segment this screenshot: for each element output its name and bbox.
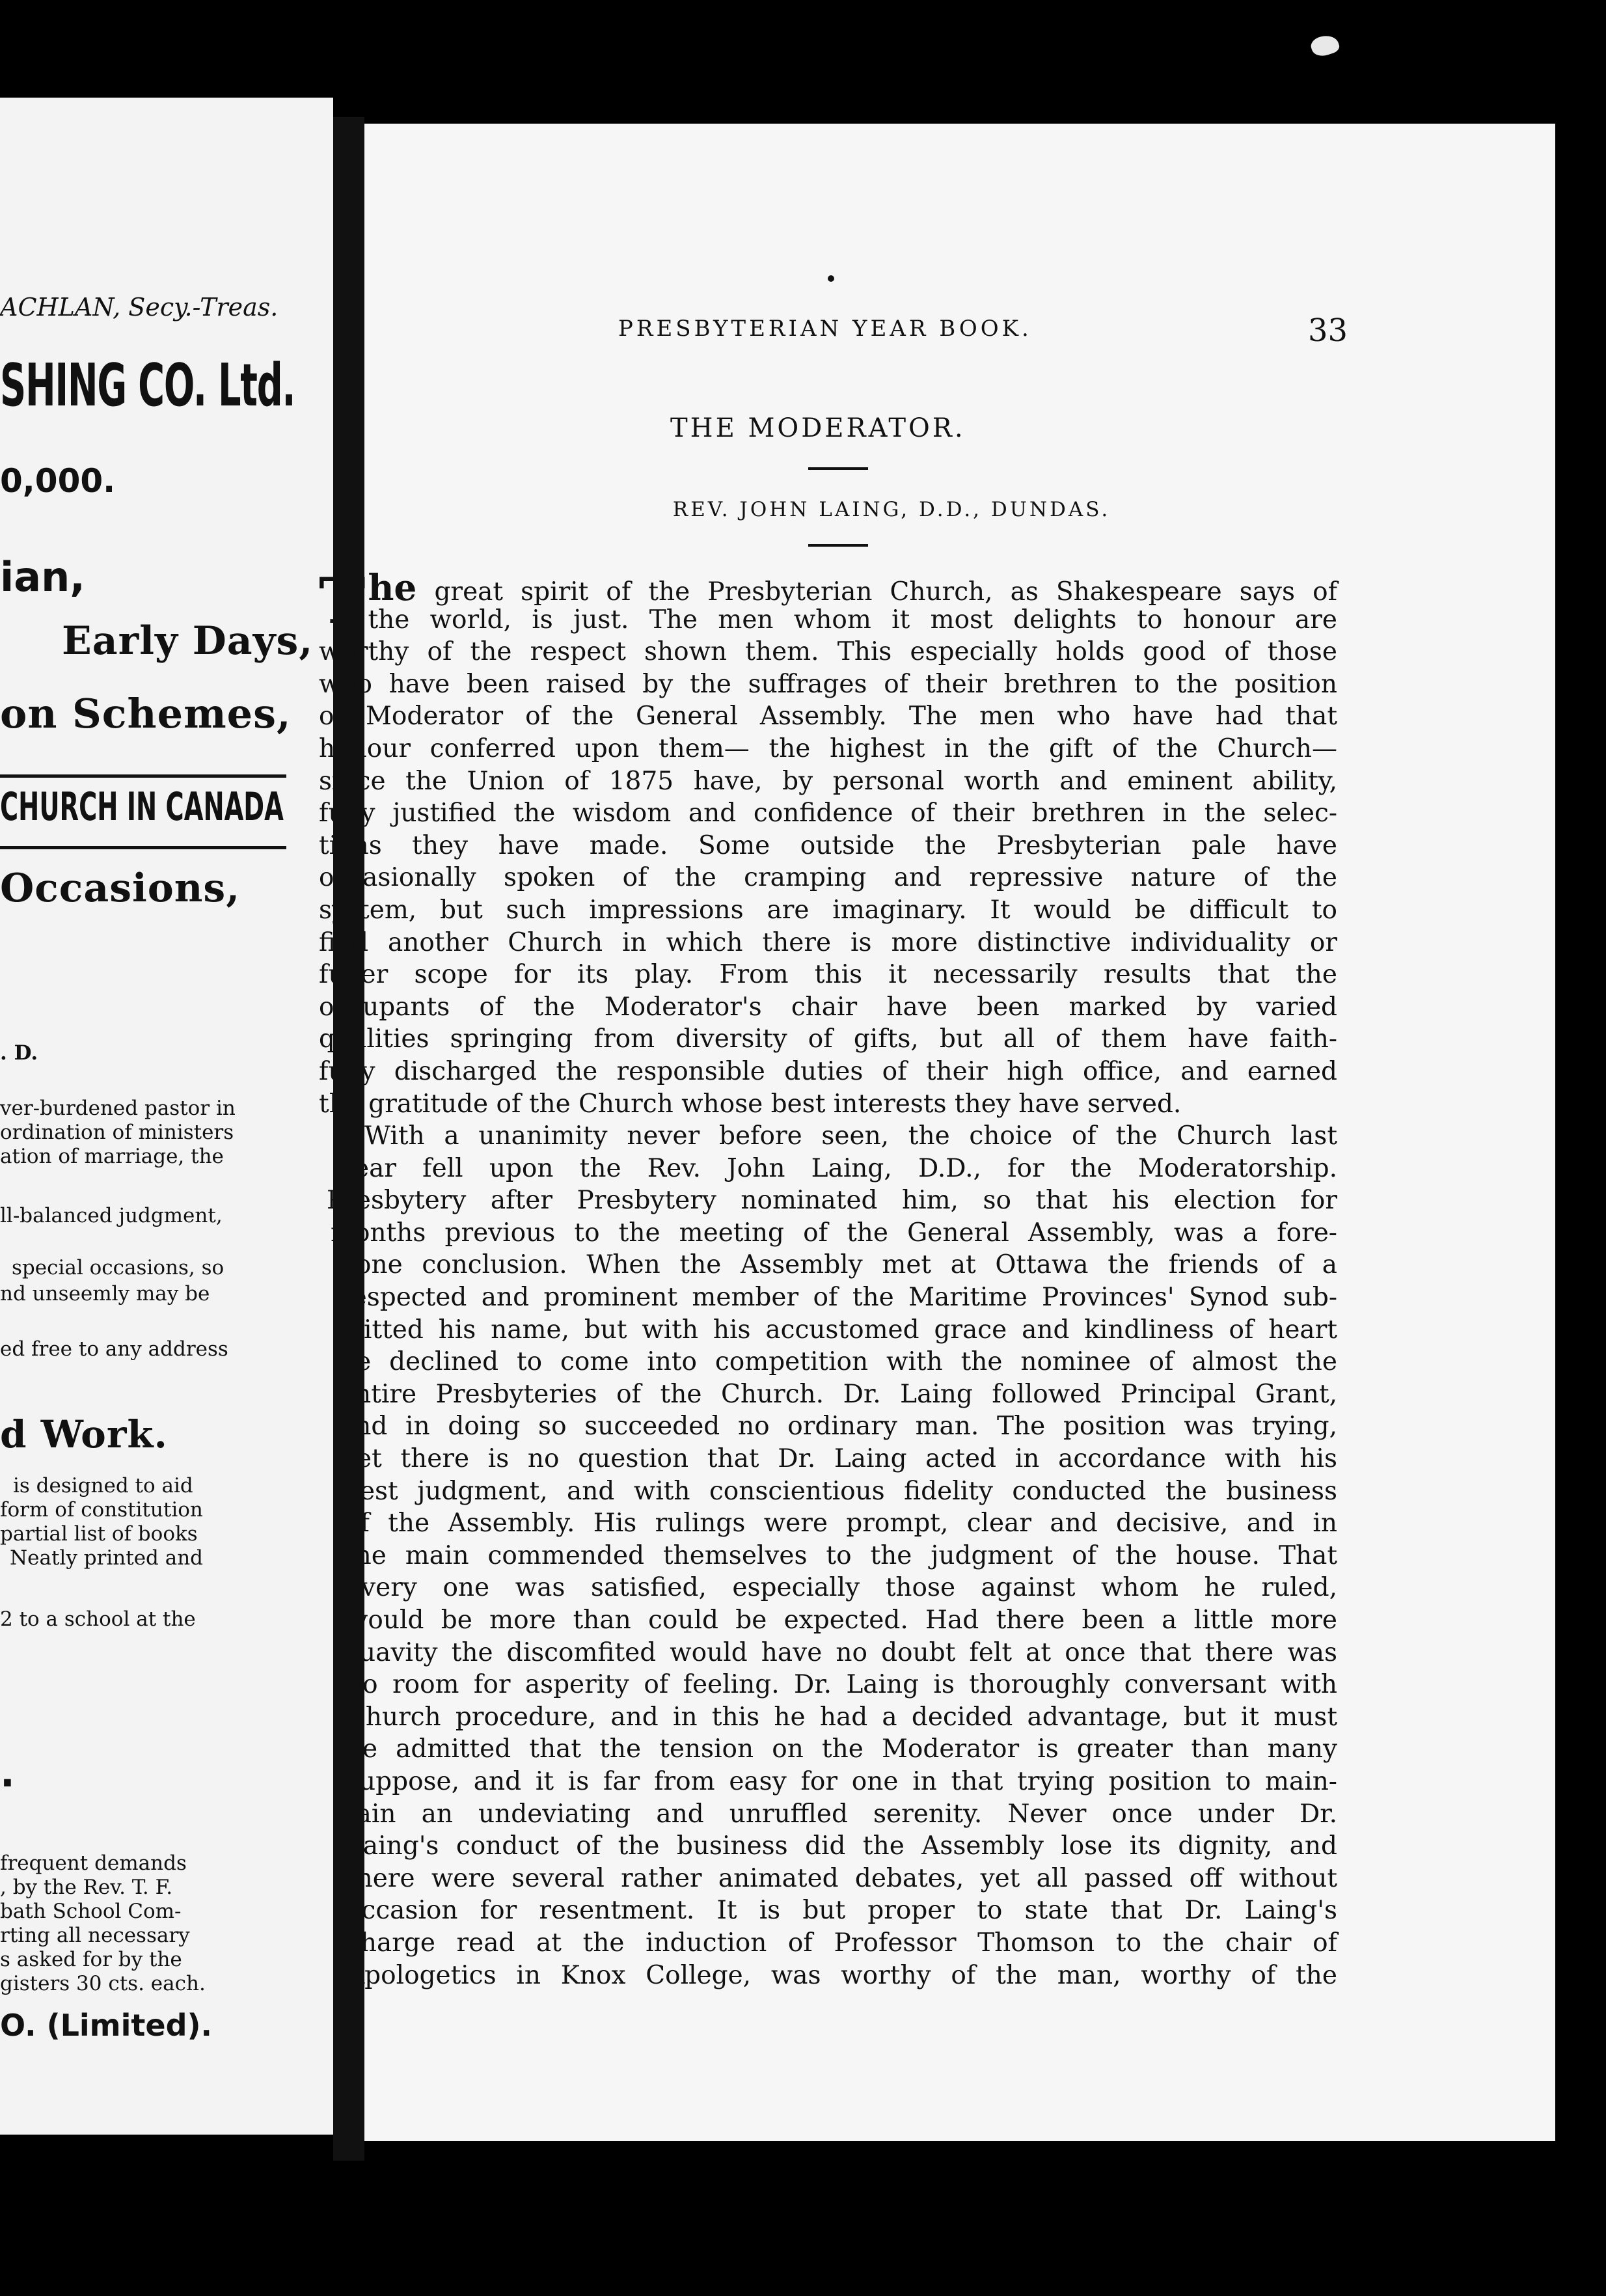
ad-text: rting all necessary: [0, 1924, 190, 1947]
ad-text: gisters 30 cts. each.: [0, 1972, 206, 1995]
text-line: be admitted that the tension on the Moderator is greater than many: [346, 1734, 1337, 1764]
divider: [0, 774, 286, 778]
ad-footer: O. (Limited).: [0, 2008, 212, 2043]
ad-text: . D.: [0, 1041, 38, 1065]
text-line: qualities springing from diversity of gifts, but all of them have faith-: [319, 1024, 1337, 1054]
text-line: entire Presbyteries of the Church. Dr. Laing followed Principal Grant,: [340, 1379, 1337, 1409]
title-rule: [808, 467, 868, 470]
text-line: the gratitude of the Church whose best interests they have served.: [319, 1089, 1182, 1119]
text-line: no room for asperity of feeling. Dr. Laing is thoroughly conversant with: [346, 1670, 1337, 1700]
facing-page: [0, 98, 333, 2135]
text-line: suavity the discomfited would have no doubt felt at once that there was: [346, 1637, 1337, 1667]
text-line: occasionally spoken of the cramping and repressive nature of the: [319, 863, 1337, 893]
text-line: who have been raised by the suffrages of their brethren to the position: [319, 669, 1337, 699]
text-line: the main commended themselves to the judgment of the house. That: [345, 1540, 1337, 1570]
ad-heading: CHURCH IN CANADA: [0, 784, 284, 830]
text-line: he great spirit of the Presbyterian Church, as Shakespeare says of: [368, 566, 1338, 608]
text-line: he declined to come into competition with the nominee of almost the: [340, 1347, 1337, 1377]
ad-text: is designed to aid: [13, 1474, 193, 1497]
article-body: [319, 564, 1338, 1991]
ad-text: ed free to any address: [0, 1337, 228, 1361]
ad-heading: on Schemes,: [0, 690, 292, 737]
text-line: find another Church in which there is more distinctive individuality or: [319, 927, 1337, 957]
running-head: PRESBYTERIAN YEAR BOOK.: [618, 316, 1032, 342]
text-line: there were several rather animated debates, yet all passed off without: [346, 1863, 1337, 1893]
text-line: and in doing so succeeded no ordinary man. The position was trying,: [340, 1412, 1337, 1442]
ad-text: ll-balanced judgment,: [0, 1204, 223, 1227]
text-line: With a unanimity never before seen, the choice of the Church last: [364, 1121, 1337, 1151]
byline-rule: [808, 544, 868, 547]
ad-text: special occasions, so: [12, 1256, 225, 1279]
ad-heading: Occasions,: [0, 866, 241, 911]
ink-dot: [828, 275, 834, 282]
article-byline: REV. JOHN LAING, D.D., DUNDAS.: [672, 498, 1111, 521]
text-line: of the Assembly. His rulings were prompt, clear and decisive, and in: [345, 1509, 1337, 1538]
text-line: gone conclusion. When the Assembly met at Ottawa the friends of a: [340, 1250, 1337, 1280]
ad-text: partial list of books: [0, 1522, 198, 1546]
ad-heading: d Work.: [0, 1412, 168, 1456]
text-line: Apologetics in Knox College, was worthy of the man, worthy of the: [346, 1960, 1337, 1990]
drop-cap: T: [319, 564, 366, 638]
text-line: worthy of the respect shown them. This especially holds good of those: [319, 637, 1337, 667]
ad-text: bath School Com-: [0, 1900, 182, 1923]
ad-text: ation of marriage, the: [0, 1145, 224, 1168]
scan-mark: [1309, 32, 1341, 59]
text-line: honour conferred upon them— the highest in the gift of the Church—: [319, 733, 1337, 763]
text-line: months previous to the meeting of the General Assembly, was a fore-: [331, 1218, 1337, 1248]
text-line: Presbytery after Presbytery nominated him, so that his election for: [327, 1186, 1337, 1216]
divider: [0, 846, 286, 849]
text-line: tions they have made. Some outside the Presbyterian pale have: [319, 830, 1337, 860]
secretary-line: ACHLAN, Secy.-Treas.: [0, 293, 279, 321]
ad-heading: ian,: [0, 553, 85, 601]
capital-amount: 0,000.: [0, 462, 116, 500]
text-line: fuller scope for its play. From this it necessarily results that the: [319, 960, 1337, 990]
text-line: Church procedure, and in this he had a decided advantage, but it must: [346, 1702, 1337, 1732]
lead-word: he: [368, 566, 417, 608]
text-line: tain an undeviating and unruffled serenity. Never once under Dr.: [346, 1799, 1337, 1829]
text-line: fully justified the wisdom and confidence of their brethren in the selec-: [319, 799, 1337, 828]
text-line: best judgment, and with conscientious fidelity conducted the business: [344, 1476, 1337, 1506]
text-line: Laing's conduct of the business did the Assembly lose its dignity, and: [346, 1831, 1337, 1861]
publisher-name: SHING CO. Ltd.: [0, 351, 295, 420]
text-line: of Moderator of the General Assembly. The men who have had that: [319, 702, 1337, 731]
text-line: respected and prominent member of the Maritime Provinces' Synod sub-: [340, 1283, 1337, 1313]
text-line: system, but such impressions are imaginary. It would be difficult to: [319, 895, 1337, 925]
text-line: every one was satisfied, especially those against whom he ruled,: [346, 1573, 1337, 1603]
ad-text: form of constitution: [0, 1498, 203, 1522]
ad-text: , by the Rev. T. F.: [0, 1876, 173, 1899]
ad-text: frequent demands: [0, 1852, 187, 1875]
ad-text: s asked for by the: [0, 1948, 182, 1971]
text-line: would be more than could be expected. Had there been a little more: [346, 1606, 1337, 1635]
ad-text: nd unseemly may be: [0, 1282, 210, 1305]
ad-text: Neatly printed and: [10, 1546, 204, 1570]
text-line: occupants of the Moderator's chair have been marked by varied: [319, 992, 1337, 1022]
ad-heading: Early Days,: [62, 618, 314, 664]
ad-text: ver-burdened pastor in: [0, 1097, 236, 1120]
text-line: yet there is no question that Dr. Laing acted in accordance with his: [342, 1444, 1337, 1474]
text-line: mitted his name, but with his accustomed grace and kindliness of heart: [340, 1315, 1337, 1345]
text-line: suppose, and it is far from easy for one in that trying position to main-: [346, 1766, 1337, 1796]
ad-text: 2 to a school at the: [0, 1607, 196, 1631]
page-33: [319, 124, 1555, 2141]
page-number: 33: [1308, 312, 1348, 349]
text-line: fully discharged the responsible duties of their high office, and earned: [319, 1056, 1337, 1086]
ad-text: ordination of ministers: [0, 1121, 234, 1144]
text-line: occasion for resentment. It is but proper to state that Dr. Laing's: [346, 1896, 1337, 1926]
text-line: since the Union of 1875 have, by personal worth and eminent ability,: [319, 766, 1337, 796]
text-line: the world, is just. The men whom it most delights to honour are: [368, 605, 1337, 635]
text-line: year fell upon the Rev. John Laing, D.D., for the Moderatorship.: [340, 1153, 1337, 1183]
ad-heading: .: [0, 1751, 15, 1796]
article-title: THE MODERATOR.: [670, 413, 966, 443]
text-line: charge read at the induction of Professor Thomson to the chair of: [346, 1928, 1337, 1958]
